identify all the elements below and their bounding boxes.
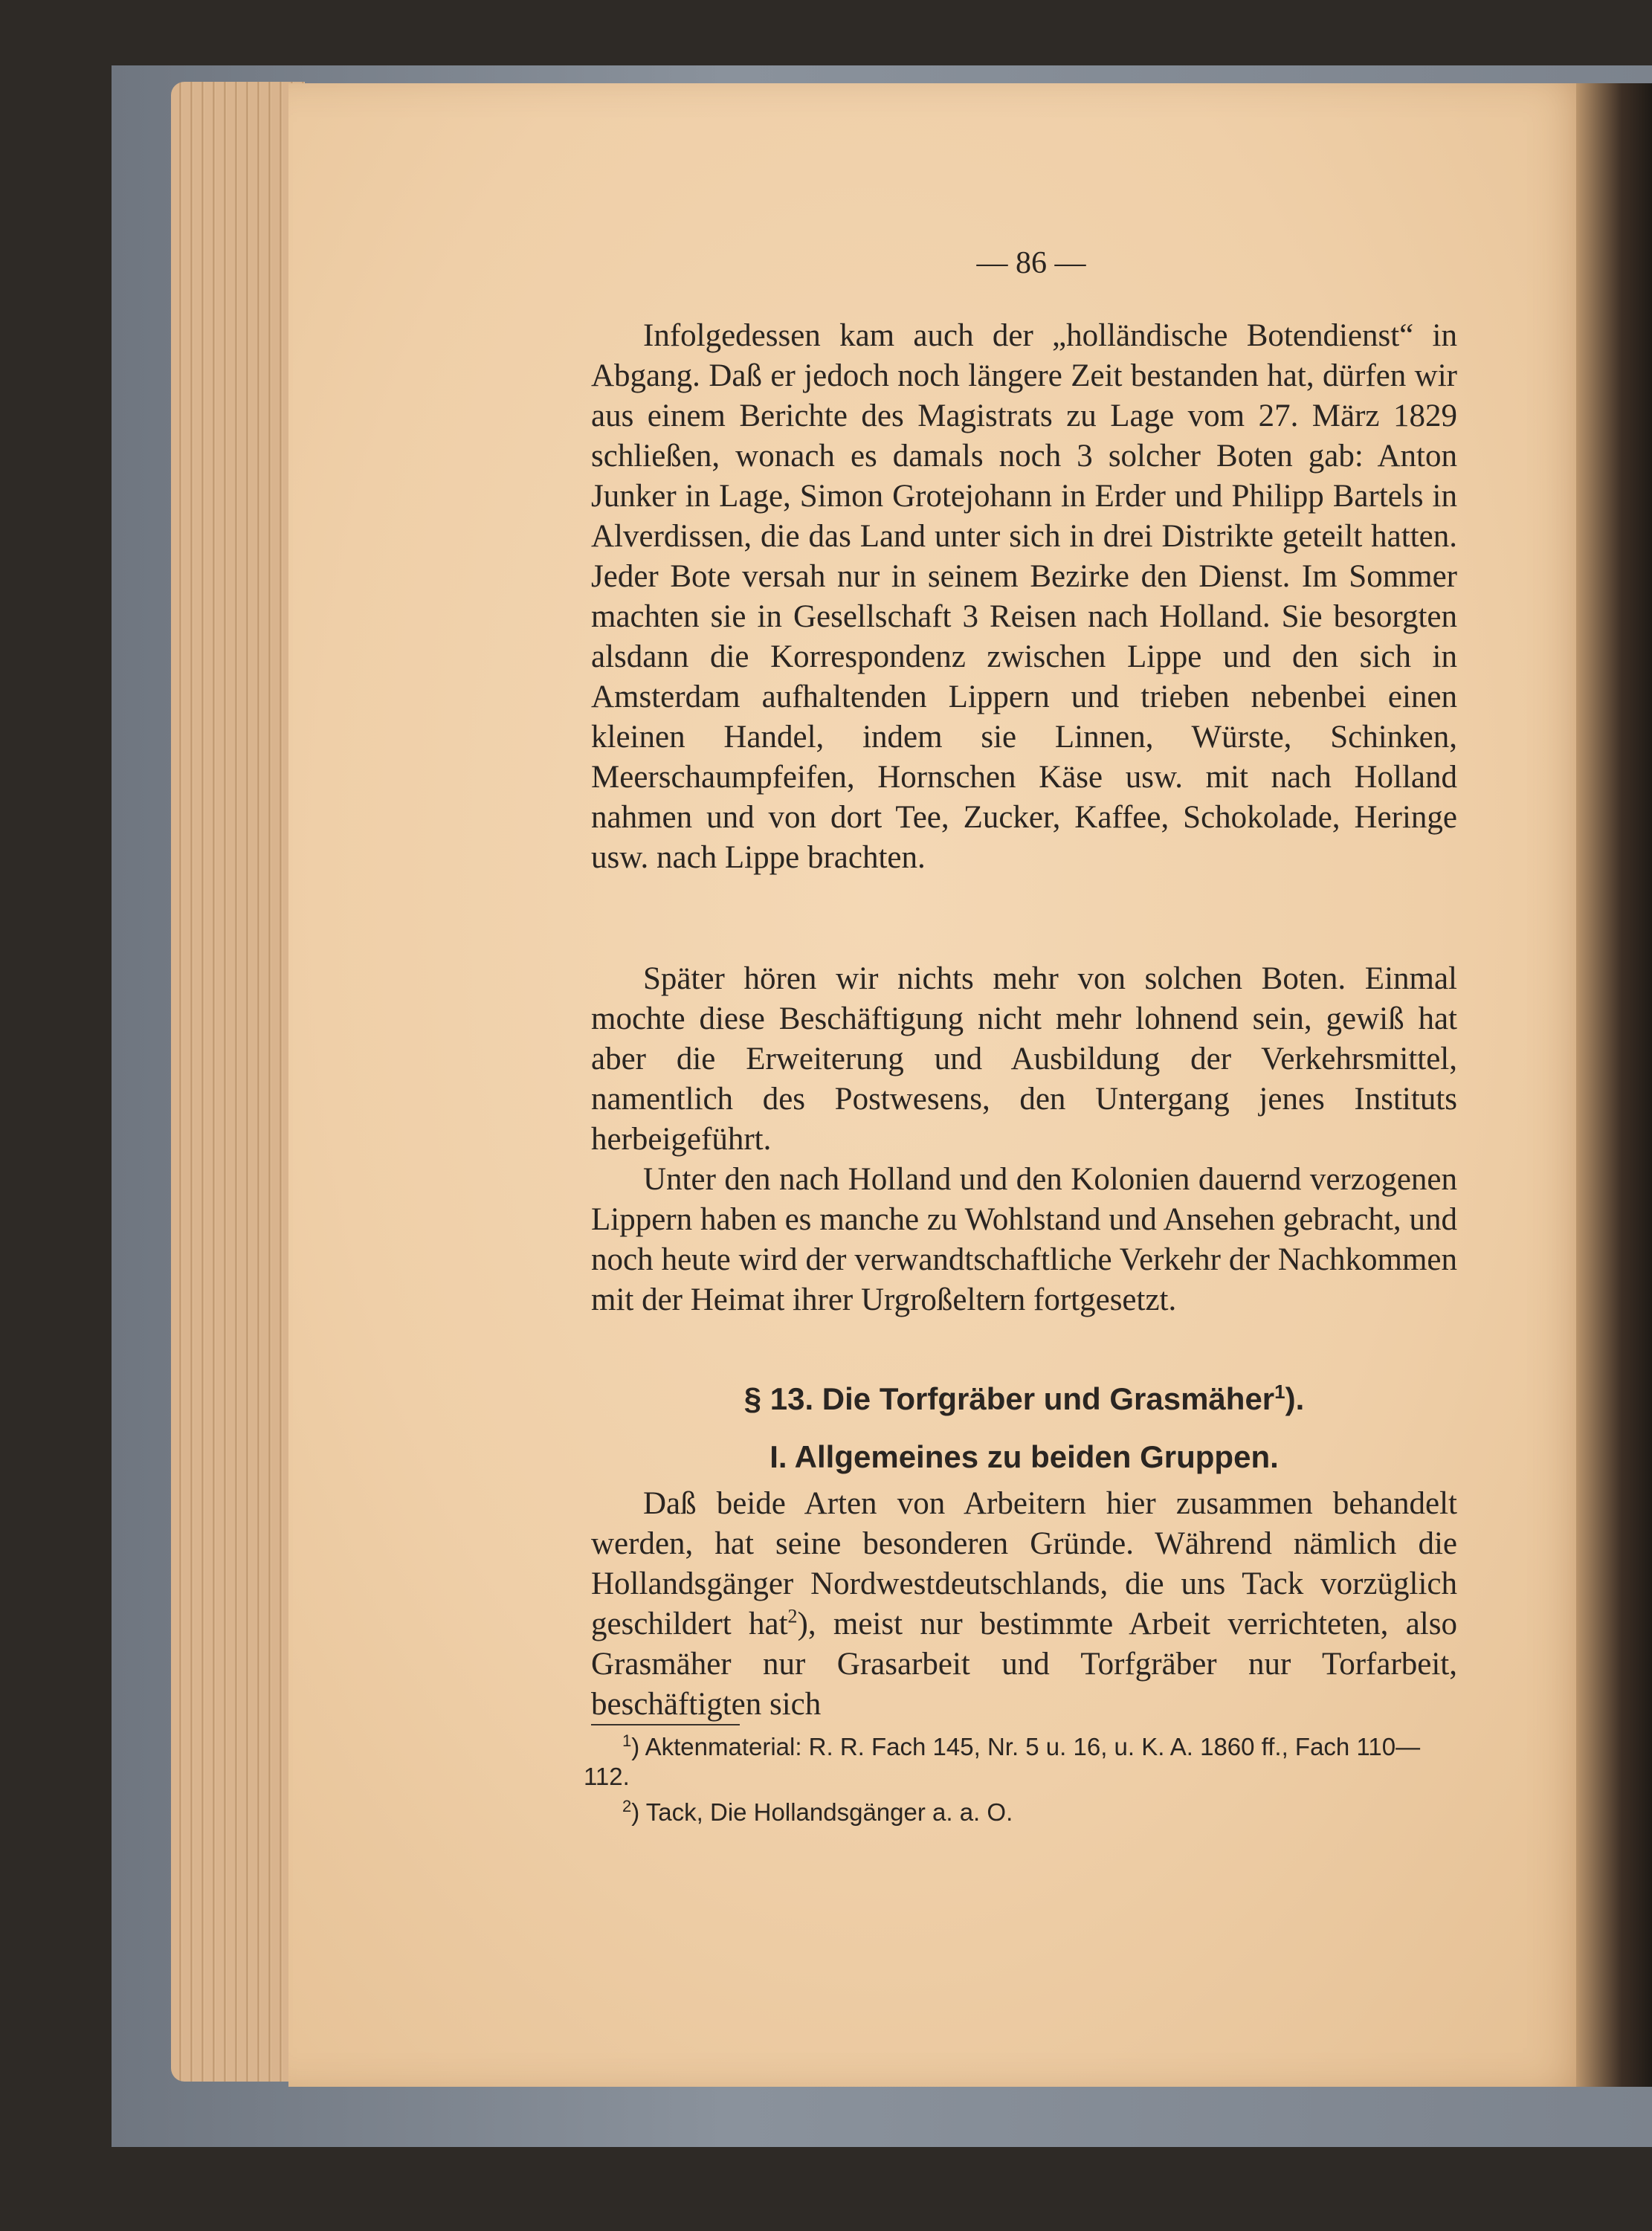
book-gutter xyxy=(1576,83,1652,2087)
section-heading-end: ). xyxy=(1285,1381,1305,1416)
footnote-1-text: ) Aktenmaterial: R. R. Fach 145, Nr. 5 u. 16, u. K. A. 1860 ff., Fach 110—112. xyxy=(584,1733,1421,1790)
footnote-2 xyxy=(584,1798,1457,1827)
paragraph-4-part-2: ), meist nur bestimmte Arbeit verrichteten, also Grasmäher nur Grasarbeit und Torfgräber nur Torfarbeit, beschäftigten sich xyxy=(591,1607,1457,1722)
footnote-1-mark: 1 xyxy=(622,1731,632,1750)
paragraph-2: Später hören wir nichts mehr von solchen Boten. Einmal mochte diese Beschäftigung nicht mehr lohnend sein, gewiß hat aber die Erweiterung und Ausbildung der Verkehrsmittel, namentlich des Postwesens, den Untergang jenes Instituts herbeigeführt. xyxy=(591,961,1457,1157)
paragraph-4-footnote-mark: 2 xyxy=(787,1605,798,1627)
page-edges xyxy=(171,82,305,2082)
paragraph-1: Infolgedessen kam auch der „holländische Botendienst“ in Abgang. Daß er jedoch noch längere Zeit bestanden hat, dürfen wir aus einem Berichte des Magistrats zu Lage vom 27. März 1829 schließen, wonach es damals noch 3 solcher Boten gab: Anton Junker in Lage, Simon Grotejohann in Erder und Philipp Bartels in Alverdissen, die das Land unter sich in drei Distrikte geteilt hatten. Jeder Bote versah nur in seinem Bezirke den Dienst. Im Sommer machten sie in Gesellschaft 3 Reisen nach Holland. Sie besorgten alsdann die Korrespondenz zwischen Lippe und den sich in Amsterdam aufhaltenden Lippern und trieben nebenbei einen kleinen Handel, indem sie Linnen, Würste, Schinken, Meerschaumpfeifen, Hornschen Käse usw. mit nach Holland nahmen und von dort Tee, Zucker, Kaffee, Schokolade, Heringe usw. nach Lippe brachten. xyxy=(591,318,1457,875)
paragraph-4 xyxy=(591,1484,1457,1725)
footnote-2-mark: 2 xyxy=(622,1797,632,1815)
paragraph-4-part-1: Daß beide Arten von Arbeitern hier zusammen behandelt werden, hat seine besonderen Gründe. Während nämlich die Hollandsgänger Nordwestdeutschlands, die uns Tack vorzüglich geschildert hat xyxy=(591,1486,1457,1641)
paragraph-3: Unter den nach Holland und den Kolonien dauernd verzogenen Lippern haben es manche zu Wohlstand und Ansehen gebracht, und noch heute wird der verwandtschaftliche Verkehr der Nachkommen mit der Heimat ihrer Urgroßeltern fortgesetzt. xyxy=(591,1162,1457,1317)
subheading: I. Allgemeines zu beiden Gruppen. xyxy=(769,1439,1279,1474)
footnote-1 xyxy=(584,1732,1457,1792)
section-heading-text: § 13. Die Torfgräber und Grasmäher xyxy=(743,1381,1275,1416)
section-heading-footnote-mark: 1 xyxy=(1274,1381,1285,1403)
page-number: — 86 — xyxy=(976,246,1086,280)
footnote-divider xyxy=(591,1724,740,1725)
footnote-2-text: ) Tack, Die Hollandsgänger a. a. O. xyxy=(631,1798,1013,1826)
section-heading xyxy=(591,1381,1457,1417)
